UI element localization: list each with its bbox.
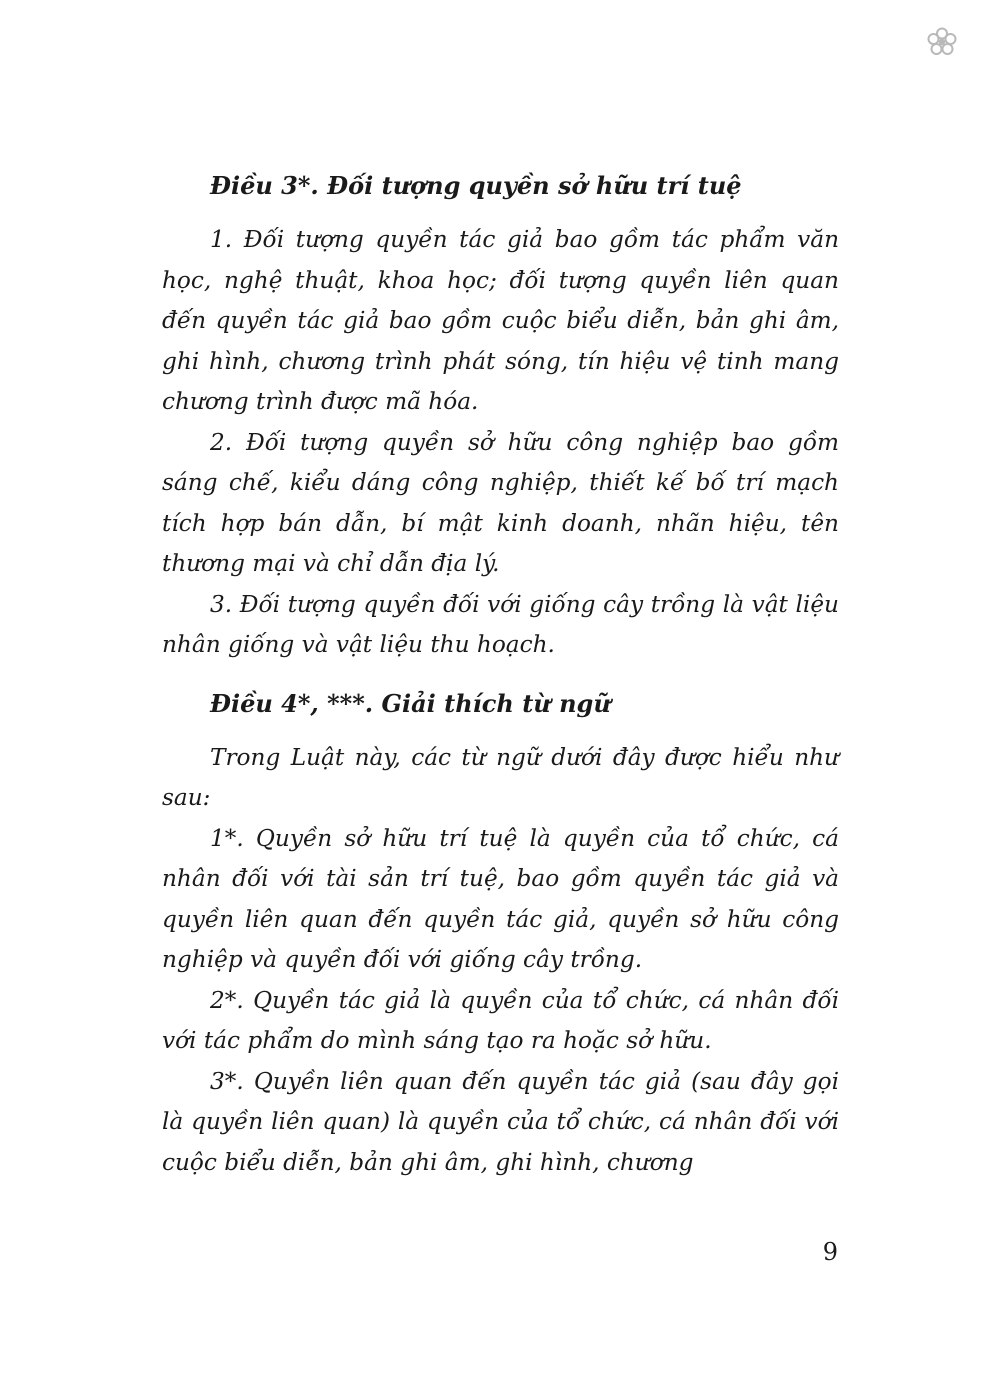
article-4-heading: Điều 4*, ***. Giải thích từ ngữ [210,688,611,718]
page-content [162,166,839,1183]
article-3-clause-1: 1. Đối tượng quyền tác giả bao gồm tác phẩm văn học, nghệ thuật, khoa học; đối tượng quyền liên quan đến quyền tác giả bao gồm cuộc biểu diễn, bản ghi âm, ghi hình, chương trình phát sóng, tín hiệu vệ tinh mang chương trình được mã hóa. [162,226,839,415]
article-4-intro: Trong Luật này, các từ ngữ dưới đây được hiểu như sau: [162,743,839,811]
article-4-clause-2: 2*. Quyền tác giả là quyền của tổ chức, cá nhân đối với tác phẩm do mình sáng tạo ra hoặc sở hữu. [162,986,839,1054]
page-number: 9 [822,1238,838,1266]
article-4-clause-3: 3*. Quyền liên quan đến quyền tác giả (sau đây gọi là quyền liên quan) là quyền của tổ chức, cá nhân đối với cuộc biểu diễn, bản ghi âm, ghi hình, chương [162,1067,839,1176]
flower-ornament-icon [926,26,958,58]
article-3-clause-3: 3. Đối tượng quyền đối với giống cây trồng là vật liệu nhân giống và vật liệu thu hoạch. [162,590,839,658]
article-3-clause-2: 2. Đối tượng quyền sở hữu công nghiệp bao gồm sáng chế, kiểu dáng công nghiệp, thiết kế bố trí mạch tích hợp bán dẫn, bí mật kinh doanh, nhãn hiệu, tên thương mại và chỉ dẫn địa lý. [162,428,839,577]
article-3-heading: Điều 3*. Đối tượng quyền sở hữu trí tuệ [210,171,742,200]
article-4-clause-1: 1*. Quyền sở hữu trí tuệ là quyền của tổ chức, cá nhân đối với tài sản trí tuệ, bao gồm quyền tác giả và quyền liên quan đến quyền tác giả, quyền sở hữu công nghiệp và quyền đối với giống cây trồng. [162,824,839,973]
